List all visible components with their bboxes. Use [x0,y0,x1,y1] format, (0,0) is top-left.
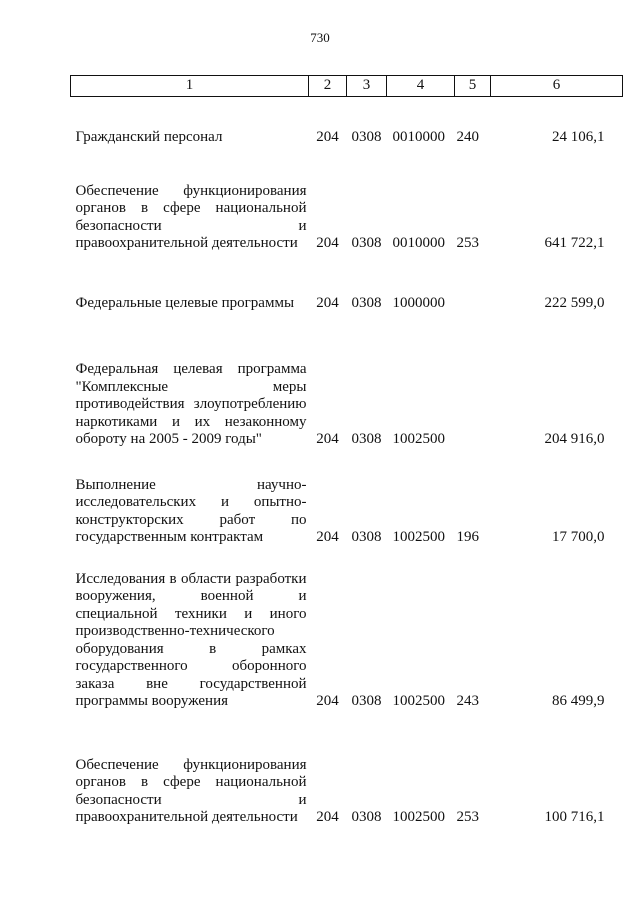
table-row [71,547,623,711]
row-code-3: 0308 [351,693,382,709]
header-col-6: 6 [491,76,623,97]
row-code-5: 196 [456,529,479,545]
row-code-2: 204 [316,295,339,311]
row-code-3: 0308 [351,431,382,447]
row-name: Федеральная целевая программа "Комплексные меры противодействия злоупотреблению наркотиками и их незаконному обороту на 2005 - 2009 годы" [75,361,307,447]
table-row [71,97,623,147]
row-code-2: 204 [316,809,339,825]
row-code-5: 240 [456,129,479,145]
row-code-2: 204 [316,235,339,251]
row-amount: 222 599,0 [544,295,605,311]
header-col-2: 2 [309,76,347,97]
row-name: Гражданский персонал [75,129,223,145]
header-col-4: 4 [387,76,455,97]
row-code-4: 1002500 [392,529,445,545]
row-amount: 641 722,1 [544,235,605,251]
table-header [71,76,623,97]
header-col-3: 3 [347,76,387,97]
table-row [71,147,623,253]
row-code-4: 1000000 [392,295,445,311]
row-code-5: 253 [456,809,479,825]
row-code-4: 1002500 [392,431,445,447]
row-amount: 24 106,1 [552,129,605,145]
header-row [71,76,623,97]
table-row [71,711,623,827]
row-code-2: 204 [316,431,339,447]
row-code-5: 253 [456,235,479,251]
row-code-4: 1002500 [392,809,445,825]
table-row [71,313,623,449]
row-code-3: 0308 [351,129,382,145]
row-code-4: 0010000 [392,235,445,251]
row-name: Выполнение научно-исследовательских и опытно-конструкторских работ по государственным контрактам [75,476,307,545]
page-number: 730 [310,30,330,45]
row-code-4: 0010000 [392,129,445,145]
row-code-3: 0308 [351,235,382,251]
header-col-5: 5 [455,76,491,97]
table-body [71,97,623,827]
row-amount: 86 499,9 [552,693,605,709]
row-code-2: 204 [316,693,339,709]
row-code-3: 0308 [351,529,382,545]
row-amount: 100 716,1 [544,809,605,825]
row-code-5 [455,253,491,313]
row-code-3: 0308 [351,809,382,825]
table-row [71,449,623,547]
row-amount: 17 700,0 [552,529,605,545]
row-name: Исследования в области разработки вооружения, военной и специальной техники и иного производственно-технического оборудования в рамках государственного оборонного заказа вне государственной программы вооружения [75,570,307,709]
row-name: Обеспечение функционирования органов в сфере национальной безопасности и правоохранительной деятельности [75,756,307,825]
row-code-2: 204 [316,129,339,145]
row-code-4: 1002500 [392,693,445,709]
row-code-2: 204 [316,529,339,545]
row-code-3: 0308 [351,295,382,311]
budget-table [70,75,623,827]
row-code-5: 243 [456,693,479,709]
table-row [71,253,623,313]
row-name: Федеральные целевые программы [75,295,295,311]
header-col-1: 1 [71,76,309,97]
row-code-5 [455,313,491,449]
row-name: Обеспечение функционирования органов в сфере национальной безопасности и правоохранительной деятельности [75,182,307,251]
row-amount: 204 916,0 [544,431,605,447]
